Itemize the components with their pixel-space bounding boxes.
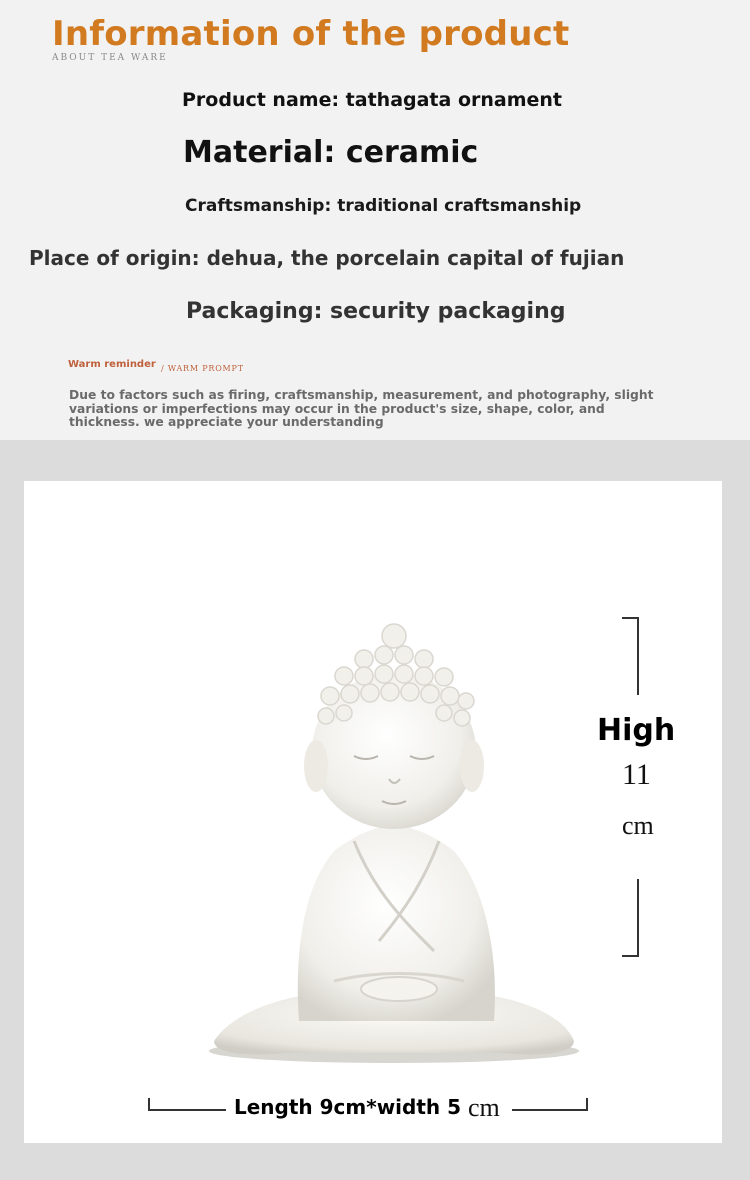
product-craftsmanship: Craftsmanship: traditional craftsmanship: [185, 196, 582, 216]
height-value: 11: [622, 758, 651, 791]
length-bracket-right: [512, 1109, 588, 1111]
height-bracket-bottom: [637, 879, 639, 957]
height-bracket-top-cap: [622, 617, 638, 619]
product-photo: [24, 481, 722, 1143]
product-name: Product name: tathagata ornament: [182, 89, 563, 111]
reminder-text: Due to factors such as firing, craftsmanship, measurement, and photography, slight variations or imperfections may occur in the product's size, shape, color, and thickness. we appreciate your understanding: [69, 388, 654, 429]
reminder-subtitle: / WARM PROMPT: [161, 364, 244, 373]
buddha-figurine-image: [204, 621, 604, 1071]
section-title: Information of the product: [52, 14, 570, 54]
height-bracket-top: [637, 617, 639, 695]
reminder-title: Warm reminder: [68, 359, 156, 370]
section-subtitle: ABOUT TEA WARE: [52, 53, 168, 63]
product-origin: Place of origin: dehua, the porcelain capital of fujian: [29, 246, 625, 270]
product-info-section: [0, 0, 750, 440]
height-bracket-bottom-cap: [622, 955, 638, 957]
length-bracket-left: [148, 1109, 226, 1111]
length-bracket-left-cap: [148, 1098, 150, 1110]
height-label: High: [597, 713, 676, 748]
length-width-label: Length 9cm*width 5: [234, 1095, 462, 1119]
length-bracket-right-cap: [586, 1098, 588, 1110]
length-width-unit: cm: [468, 1093, 500, 1122]
height-unit: cm: [622, 811, 654, 840]
product-packaging: Packaging: security packaging: [186, 299, 566, 324]
product-material: Material: ceramic: [183, 135, 479, 170]
